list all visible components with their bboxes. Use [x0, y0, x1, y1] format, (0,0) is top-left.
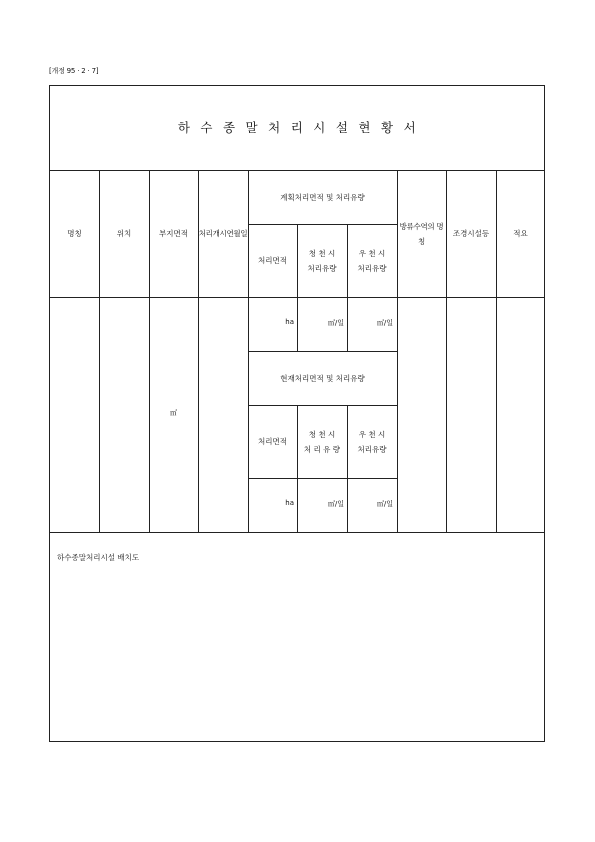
header-planned-dry-flow: 청 천 시 처리유량 — [307, 248, 337, 273]
header-remarks: 적요 — [513, 229, 528, 238]
header-name: 명칭 — [67, 229, 82, 238]
header-planned-area: 처리면적 — [258, 256, 287, 265]
header-current-area: 처리면적 — [258, 437, 287, 446]
table-bottom-divider — [50, 532, 544, 533]
current-area-unit: ha — [285, 499, 294, 507]
header-landscaping: 조경시설등 — [452, 229, 490, 238]
planned-rain-flow-unit: ㎥/일 — [376, 319, 393, 327]
planned-area-unit: ha — [285, 318, 294, 326]
current-rain-flow-unit: ㎥/일 — [376, 500, 393, 508]
revision-note: [개정 95 · 2 · 7] — [49, 67, 99, 75]
planned-dry-flow-unit: ㎥/일 — [327, 319, 344, 327]
layout-drawing-caption: 하수종말처리시설 배치도 — [57, 553, 140, 562]
current-header-divider — [248, 478, 397, 479]
header-site-area: 부지면적 — [159, 229, 188, 238]
current-dry-flow-unit: ㎥/일 — [327, 500, 344, 508]
header-receiving-water: 방류수역의 명칭 — [399, 221, 444, 246]
header-current-dry-flow: 청 천 시 처 리 유 량 — [303, 429, 341, 454]
header-location: 위치 — [116, 229, 132, 238]
header-planned-group: 계획처리면적 및 처리유량 — [280, 192, 365, 202]
form-title: 하수종말처리시설현황서 — [177, 120, 427, 135]
site-area-unit: ㎡ — [170, 409, 177, 417]
header-current-rain-flow: 우 천 시 처리유량 — [357, 429, 387, 454]
header-start-date: 처리개시연월일 — [198, 229, 248, 238]
header-current-group: 현재처리면적 및 처리유량 — [280, 373, 365, 383]
header-planned-rain-flow: 우 천 시 처리유량 — [357, 248, 387, 273]
